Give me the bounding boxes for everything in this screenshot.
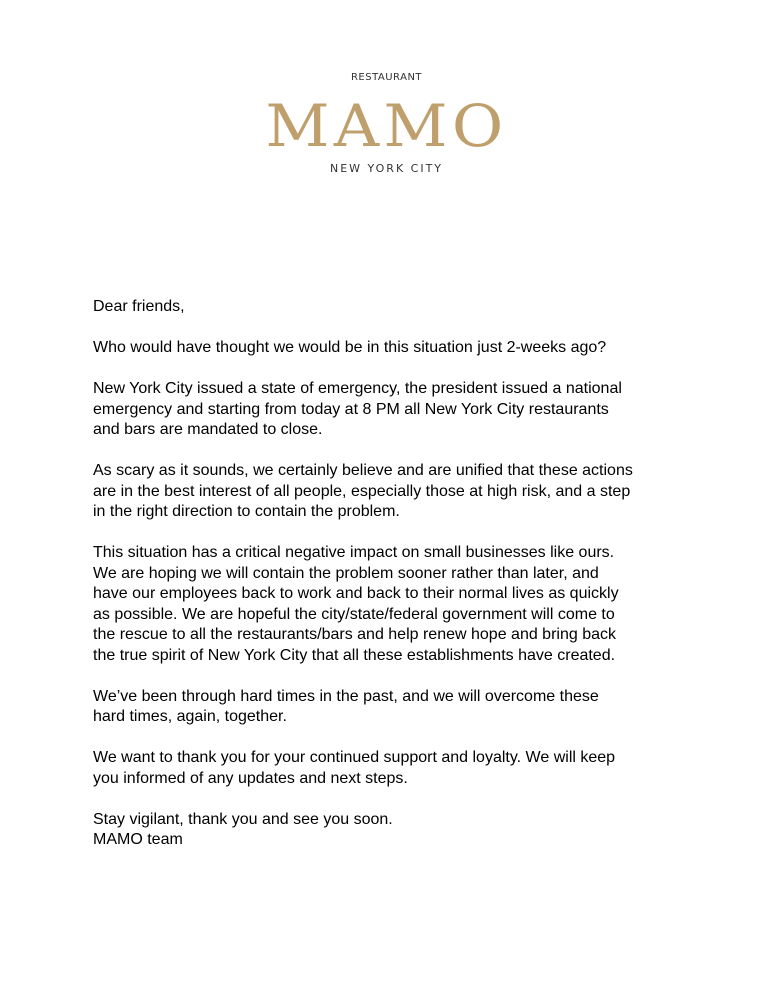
letter-body — [93, 297, 733, 851]
letter-signature: MAMO team — [93, 831, 183, 848]
letter-paragraph-6: We want to thank you for your continued support and loyalty. We will keep you informed of any updates and next steps. — [93, 749, 616, 787]
letter-paragraph-1: Who would have thought we would be in this situation just 2-weeks ago? — [93, 339, 607, 356]
letter-paragraph-4: This situation has a critical negative impact on small businesses like ours. We are hoping we will contain the problem sooner rather than later, and have our employees back to work and back to their normal lives as quickly as possible. We are hopeful the city/state/federal government will come to the rescue to all the restaurants/bars and help renew hope and bring back the true spirit of New York City that all these establishments have created. — [93, 544, 619, 664]
letterhead-city: NEW YORK CITY — [329, 162, 444, 175]
letter-closing: Stay vigilant, thank you and see you soon. — [93, 810, 393, 828]
letterhead-eyebrow: RESTAURANT — [350, 72, 423, 83]
letterhead — [0, 0, 773, 200]
letter-paragraph-2: New York City issued a state of emergency, the president issued a national emergency and starting from today at 8 PM all New York City restaurants and bars are mandated to close. — [93, 380, 622, 438]
brand-logo: MAMO — [265, 92, 508, 160]
letter-paragraph-5: We’ve been through hard times in the past, and we will overcome these hard times, again, together. — [93, 687, 599, 725]
letter-paragraph-3: As scary as it sounds, we certainly believe and are unified that these actions are in the best interest of all people, especially those at high risk, and a step in the right direction to contain the problem. — [93, 462, 633, 520]
letter-salutation: Dear friends, — [93, 298, 185, 315]
